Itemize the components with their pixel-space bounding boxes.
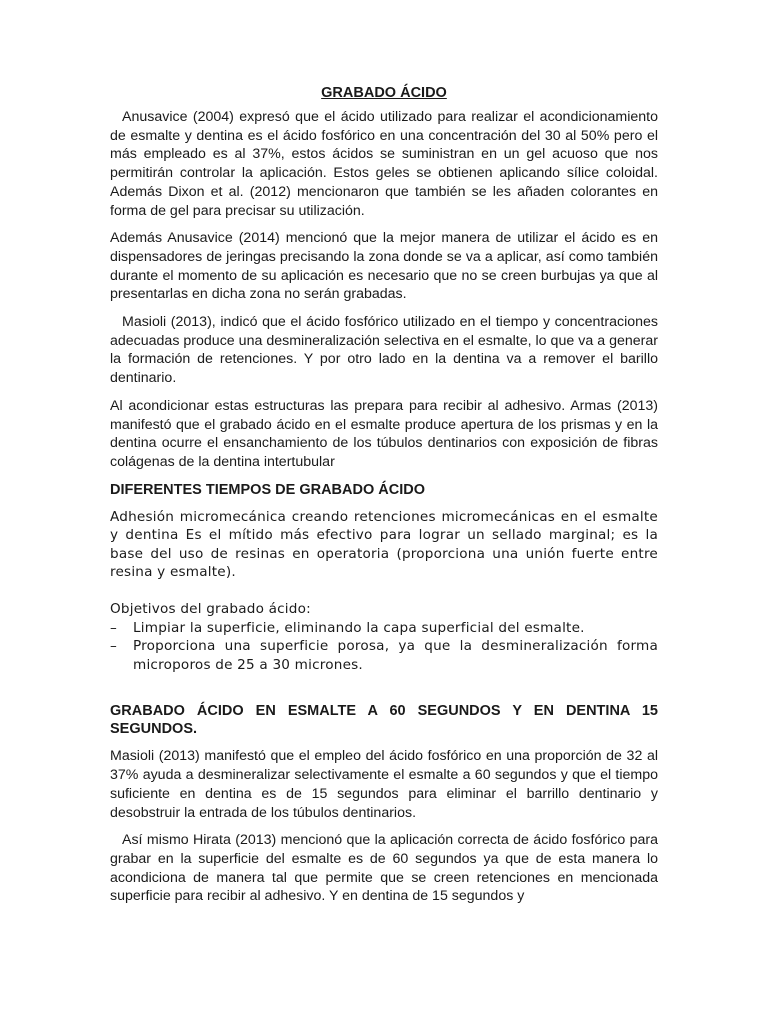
objectives-list xyxy=(110,619,658,675)
list-item-text: Proporciona una superficie porosa, ya que la desmineralización forma microporos de 25 a 30 micrones. xyxy=(133,638,658,673)
section-heading-esmalte-dentina: GRABADO ÁCIDO EN ESMALTE A 60 SEGUNDOS Y EN DENTINA 15 SEGUNDOS. xyxy=(110,703,658,738)
section-heading-tiempos: DIFERENTES TIEMPOS DE GRABADO ÁCIDO xyxy=(110,481,425,498)
list-item-text: Limpiar la superficie, eliminando la capa superficial del esmalte. xyxy=(133,619,585,636)
objectives-label: Objetivos del grabado ácido: xyxy=(110,601,311,618)
bullet-dash: – xyxy=(110,638,117,655)
paragraph-masioli-proporcion: Masioli (2013) manifestó que el empleo del ácido fosfórico en una proporción de 32 al 37% ayuda a desmineralizar selectivamente el esmalte a 60 segundos y que el tiempo suficiente en dentina es de 15 segundos para eliminar el barrillo dentinario y desobstruir la entrada de los túbulos dentinarios. xyxy=(110,748,658,821)
document-body xyxy=(110,84,658,915)
list-item xyxy=(110,619,658,638)
list-item xyxy=(110,637,658,674)
paragraph-acondicionar: Al acondicionar estas estructuras las prepara para recibir al adhesivo. Armas (2013) manifestó que el grabado ácido en el esmalte produce apertura de los prismas y en la dentina ocurre el ensanchamiento de los túbulos dentinarios con exposición de fibras colágenas de la dentina intertubular xyxy=(110,397,658,470)
bullet-dash: – xyxy=(110,619,117,636)
paragraph-anusavice-2014: Además Anusavice (2014) mencionó que la mejor manera de utilizar el ácido es en dispensadores de jeringas precisando la zona donde se va a aplicar, así como también durante el momento de su aplicación es necesario que no se creen burbujas ya que al presentarlas en dicha zona no serán grabadas. xyxy=(110,230,658,303)
paragraph-anusavice-2004: Anusavice (2004) expresó que el ácido utilizado para realizar el acondicionamiento de esmalte y dentina es el ácido fosfórico en una concentración del 30 al 50% pero el más empleado es al 37%, estos ácidos se suministran en un gel acuoso que nos permitirán controlar la aplicación. Estos geles se obtienen aplicando sílice coloidal. Además Dixon et al. (2012) mencionaron que también se les añaden colorantes en forma de gel para precisar su utilización. xyxy=(110,109,658,219)
paragraph-masioli-2013: Masioli (2013), indicó que el ácido fosfórico utilizado en el tiempo y concentraciones adecuadas produce una desmineralización selectiva en el esmalte, lo que va a generar la formación de retenciones. Y por otro lado en la dentina va a remover el barillo dentinario. xyxy=(110,314,658,387)
page-title: GRABADO ÁCIDO xyxy=(321,85,447,101)
paragraph-adhesion: Adhesión micromecánica creando retenciones micromecánicas en el esmalte y dentina Es el mítido más efectivo para lograr un sellado marginal; es la base del uso de resinas en operatoria (proporciona una unión fuerte entre resina y esmalte). xyxy=(110,508,658,581)
paragraph-hirata-2013: Así mismo Hirata (2013) mencionó que la aplicación correcta de ácido fosfórico para grabar en la superficie del esmalte es de 60 segundos ya que de esta manera lo acondiciona de manera tal que permite que se creen retenciones en mencionada superficie para recibir al adhesivo. Y en dentina de 15 segundos y xyxy=(110,832,658,905)
